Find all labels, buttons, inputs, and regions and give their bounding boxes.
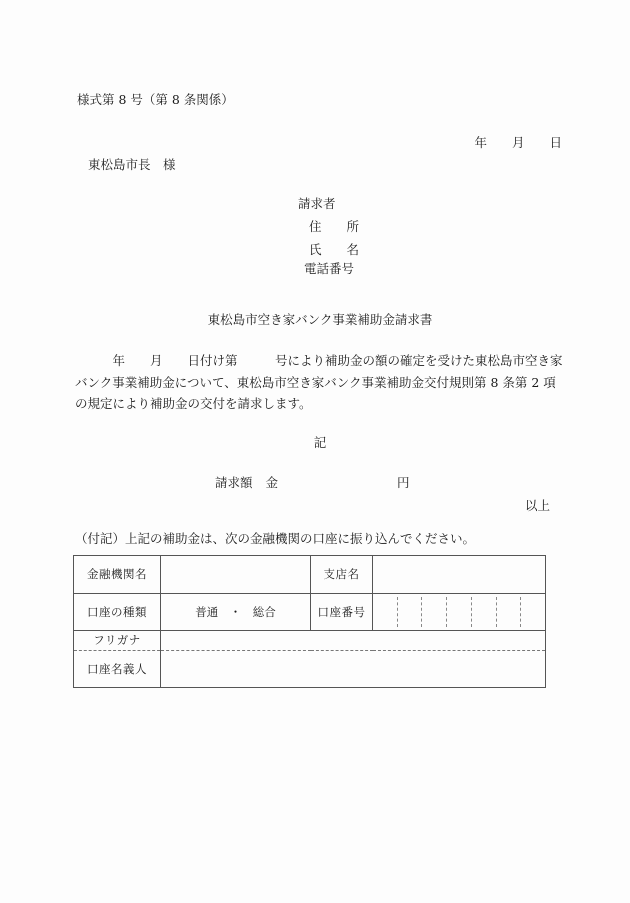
amount-unit: 円: [397, 475, 410, 490]
bank-name-cell: [161, 556, 311, 594]
table-row: [74, 631, 546, 651]
requester-name-label: 氏 名: [309, 242, 360, 257]
account-type-label: 口座の種類: [74, 594, 161, 631]
account-number-cell: [373, 594, 546, 631]
amount-line: [215, 475, 410, 491]
account-digit-cell: [447, 597, 472, 627]
bank-account-table: [73, 555, 546, 688]
account-holder-label: 口座名義人: [74, 651, 161, 688]
document-title: 東松島市空き家バンク事業補助金請求書: [207, 312, 433, 327]
closing-word: 以上: [524, 498, 550, 513]
table-row: [74, 651, 546, 688]
account-digit-cell: [422, 597, 447, 627]
body-paragraph: 年 月 日付け第 号により補助金の額の確定を受けた東松島市空き家バンク事業補助金について、東松島市空き家バンク事業補助金交付規則第 8 条第 2 項の規定により補助金の交付を請求します。: [75, 353, 563, 412]
account-type-options: 普通 ・ 総合: [161, 594, 311, 631]
amount-label: 請求額: [215, 475, 253, 490]
table-row: [74, 594, 546, 631]
account-digit-cell: [472, 597, 497, 627]
bank-name-label: 金融機関名: [74, 556, 161, 594]
account-digit-cell: [398, 597, 423, 627]
branch-name-cell: [373, 556, 546, 594]
table-row: [74, 556, 546, 594]
account-digit-cell: [497, 597, 522, 627]
requester-label: 請求者: [298, 196, 336, 211]
addressee: 東松島市長 様: [88, 157, 176, 172]
form-number: 様式第 8 号（第 8 条関係）: [77, 92, 234, 107]
account-number-label: 口座番号: [311, 594, 373, 631]
section-marker: 記: [313, 435, 327, 450]
furigana-label: フリガナ: [74, 631, 161, 651]
account-holder-cell: [161, 651, 546, 688]
requester-phone-label: 電話番号: [304, 261, 355, 276]
requester-address-label: 住 所: [309, 219, 360, 234]
amount-currency-prefix: 金: [265, 475, 279, 490]
branch-name-label: 支店名: [311, 556, 373, 594]
postscript-note: （付記）上記の補助金は、次の金融機関の口座に振り込んでください。: [75, 531, 476, 546]
account-number-boxes: [373, 594, 545, 630]
date-line: 年 月 日: [474, 135, 562, 150]
account-digit-cell: [373, 597, 398, 627]
account-digit-cell: [521, 597, 545, 627]
furigana-cell: [161, 631, 546, 651]
